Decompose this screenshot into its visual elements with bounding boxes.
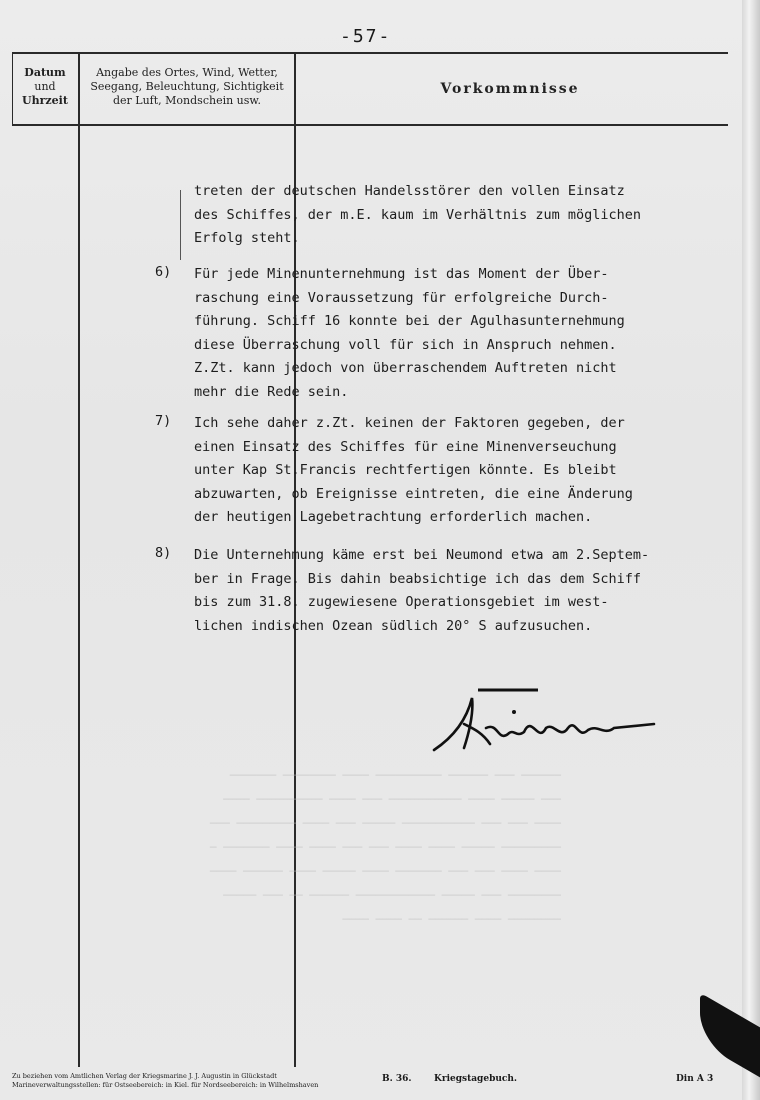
bleed-through-text: ────── ─── ────── ────────── ──── ──────── ─────── ─── ───── ──── ─────────── ─── ──── ────────── ──── ──── ─── ─── ─────────── ───── ─── ──── ───────── ─── ───────── ───── ──── ──── ─── ─── ──── ──── ─────── ─ ──── ──── ─── ─── ─────── ──── ───── ──── ────── ──── ──────── ─── ───── ──────────── ────── ── ─── ───── ──────── ──── ────── ── ──── ──── [210, 769, 561, 926]
footer-din: Din A 3 [676, 1074, 714, 1084]
table-left-rule [12, 52, 13, 126]
paper-edge [742, 0, 760, 1100]
header-top-rule [12, 52, 728, 54]
header-bottom-rule [12, 124, 728, 126]
point-7-number: 7) [155, 413, 172, 429]
footer-publisher: Zu beziehen vom Amtlichen Verlag der Kriegsmarine J. J. Augustin in Glückstadt Marineverwaltungsstellen: für Ostseebereich: in Kiel. für Nordseebereich: in Wilhelmshaven [12, 1072, 319, 1089]
intro-paragraph: treten der deutschen Handelsstörer den vollen Einsatz des Schiffes, der m.E. kaum im Verhältnis zum möglichen Erfolg steht. [194, 183, 642, 246]
column-divider-1 [78, 52, 80, 1067]
header-datum: Datum und Uhrzeit [22, 66, 68, 107]
header-vorkommnisse: Vorkommnisse [440, 81, 580, 97]
point-7-text: Ich sehe daher z.Zt. keinen der Faktoren gegeben, der einen Einsatz des Schiffes für eine Minenverseuchung unter Kap St.Francis rechtfertigen könnte. Es bleibt abzuwarten, ob Ereignisse eintreten, die eine Änderung der heutigen Lagebetrachtung erforderlich machen. [194, 415, 633, 525]
point-8-number: 8) [155, 545, 172, 561]
point-6-number: 6) [155, 264, 172, 280]
point-6-text: Für jede Minenunternehmung ist das Moment der Über- raschung eine Voraussetzung für erfolgreiche Durch- führung. Schiff 16 konnte bei der Agulhasunternehmung diese Überraschung voll für sich in Anspruch nehmen. Z.Zt. kann jedoch von überraschendem Auftreten nicht mehr die Rede sein. [194, 266, 625, 400]
header-ortangabe: Angabe des Ortes, Wind, Wetter, Seegang, Beleuchtung, Sichtigkeit der Luft, Mondschein usw. [90, 66, 284, 107]
page-number: -57- [340, 26, 392, 47]
point-8-text: Die Unternehmung käme erst bei Neumond etwa am 2.Septem- ber in Frage. Bis dahin beabsichtige ich das dem Schiff bis zum 31.8. zugewiesene Operationsgebiet im west- lichen indischen Ozean südlich 20° S aufzusuchen. [194, 547, 650, 634]
footer-form-name: Kriegstagebuch. [434, 1074, 518, 1084]
margin-pen-mark [180, 190, 181, 260]
footer-form-number: B. 36. [382, 1074, 412, 1084]
handwritten-signature [428, 684, 668, 764]
